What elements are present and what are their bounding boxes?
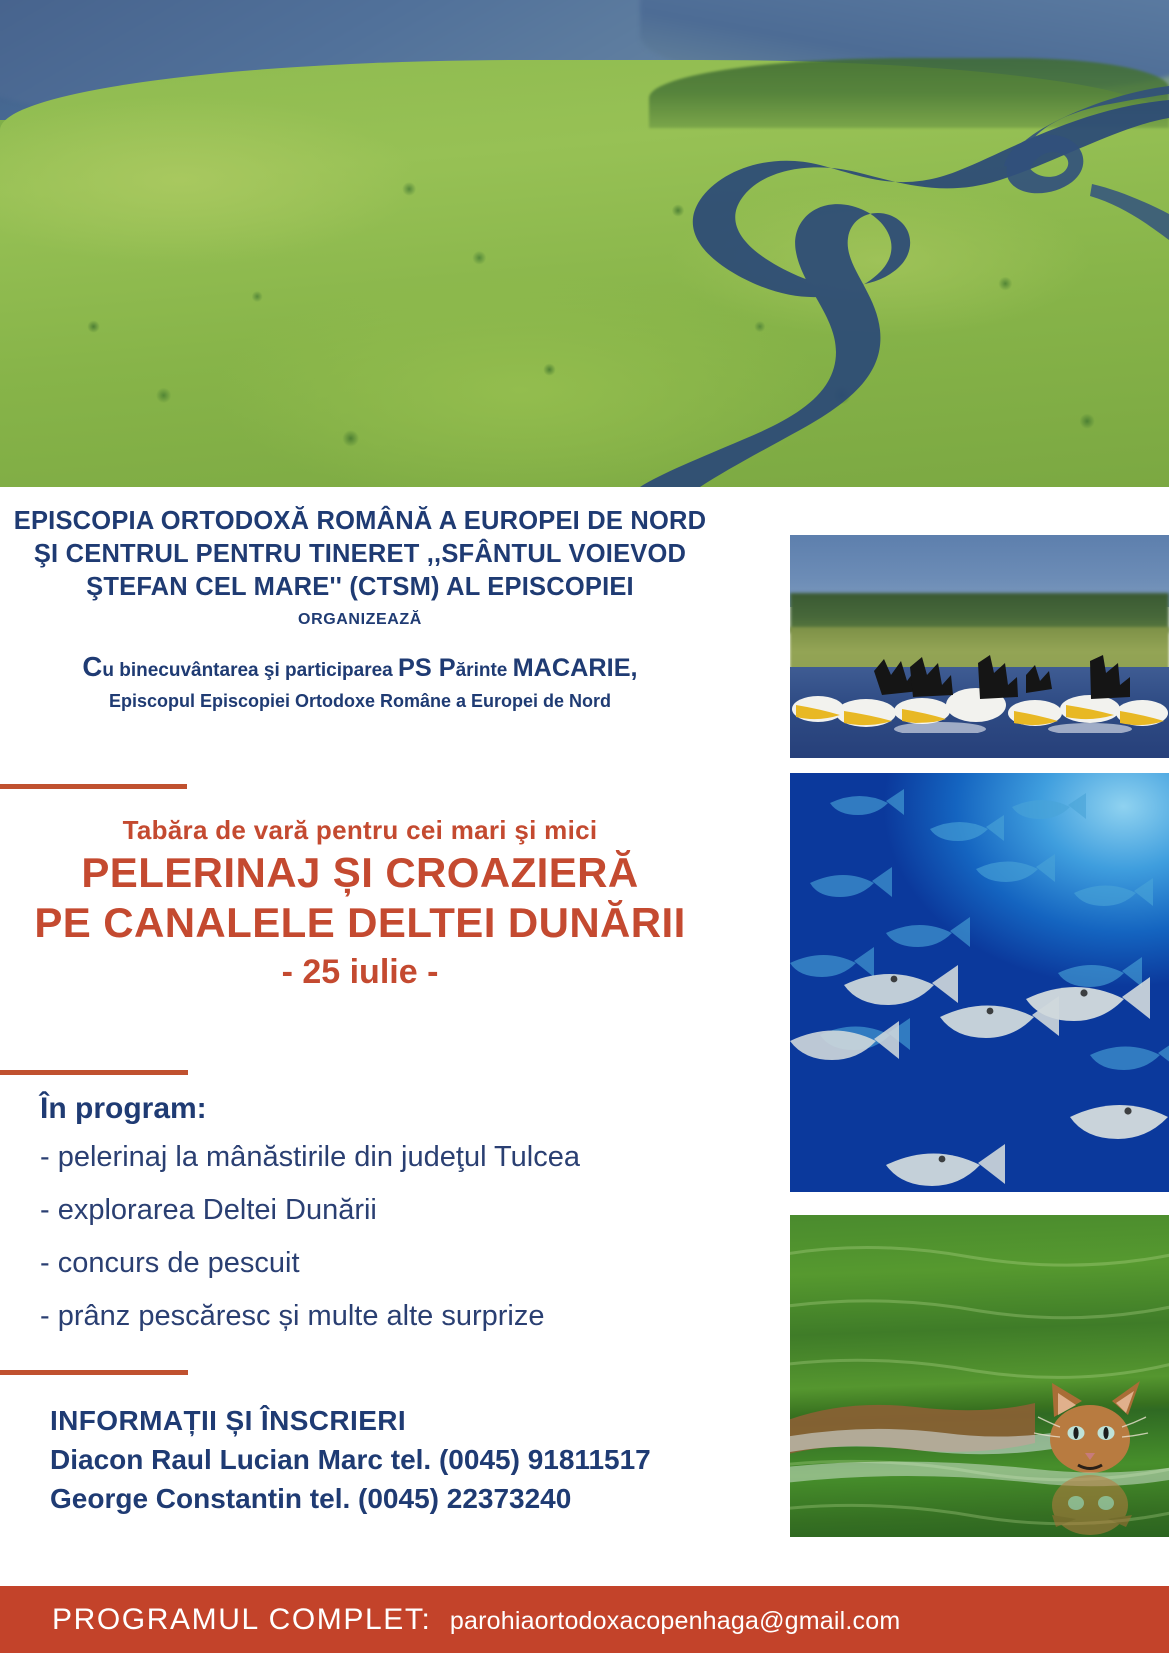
contact-person: Diacon Raul Lucian Marc tel. (0045) 91811517 xyxy=(50,1444,651,1475)
divider-rule-3 xyxy=(0,1370,188,1375)
organizer-line-3: ŞTEFAN CEL MARE'' (CTSM) AL EPISCOPIEI xyxy=(86,573,634,601)
blessing-name-macarie: MACARIE, xyxy=(512,654,638,682)
program-block xyxy=(40,1087,740,1343)
swimming-wild-cat xyxy=(790,1215,1169,1537)
photo-pelicans xyxy=(790,535,1169,758)
footer-content xyxy=(0,1603,900,1637)
title-main-line-2: PE CANALELE DELTEI DUNĂRII xyxy=(34,899,686,946)
blessing-line-1 xyxy=(0,651,720,686)
contact-block xyxy=(50,1402,770,1518)
title-main-line-1: PELERINAJ ȘI CROAZIERĂ xyxy=(81,849,639,896)
blessing-ps: PS xyxy=(398,654,432,682)
fish-school xyxy=(790,773,1169,1192)
event-title-block xyxy=(0,812,720,996)
title-kicker: Tabăra de vară pentru cei mari şi mici xyxy=(122,815,598,845)
footer-email[interactable]: parohiaortodoxacopenhaga@gmail.com xyxy=(449,1606,901,1635)
blessing-block xyxy=(0,651,720,717)
blessing-text-b: ărinte xyxy=(455,660,513,681)
organizer-line-2: ŞI CENTRUL PENTRU TINERET ,,SFÂNTUL VOIEVOD xyxy=(33,540,687,568)
footer-label: PROGRAMUL COMPLET: xyxy=(52,1602,432,1636)
poster-body xyxy=(0,487,1169,1572)
photo-fish-school xyxy=(790,773,1169,1192)
organizes-label: ORGANIZEAZĂ xyxy=(298,611,422,628)
contact-heading: INFORMAȚII ȘI ÎNSCRIERI xyxy=(50,1405,407,1436)
event-date: - 25 iulie - xyxy=(281,953,439,991)
blessing-text-a: u binecuvântarea şi participarea xyxy=(102,660,399,681)
organizer-block xyxy=(0,505,720,717)
divider-rule-1 xyxy=(0,784,187,789)
program-heading: În program: xyxy=(40,1092,207,1125)
hero-river-channel xyxy=(0,0,1169,487)
contact-person: George Constantin tel. (0045) 22373240 xyxy=(50,1483,572,1514)
program-item: - concurs de pescuit xyxy=(40,1247,300,1279)
pelican-flock xyxy=(790,653,1169,733)
divider-rule-2 xyxy=(0,1070,188,1075)
program-item: - pelerinaj la mânăstirile din judeţul Tulcea xyxy=(40,1141,581,1173)
program-item: - explorarea Deltei Dunării xyxy=(40,1194,377,1226)
organizer-line-1: EPISCOPIA ORTODOXĂ ROMÂNĂ A EUROPEI DE NORD xyxy=(13,507,707,535)
blessing-line-2: Episcopul Episcopiei Ortodoxe Române a Europei de Nord xyxy=(108,691,612,711)
blessing-space-p: P xyxy=(431,654,456,682)
blessing-capital-c: C xyxy=(82,651,103,682)
footer-banner xyxy=(0,1586,1169,1653)
hero-image-danube-delta xyxy=(0,0,1169,487)
program-item: - prânz pescăresc și multe alte surprize xyxy=(40,1300,545,1332)
photo-swimming-cat xyxy=(790,1215,1169,1537)
